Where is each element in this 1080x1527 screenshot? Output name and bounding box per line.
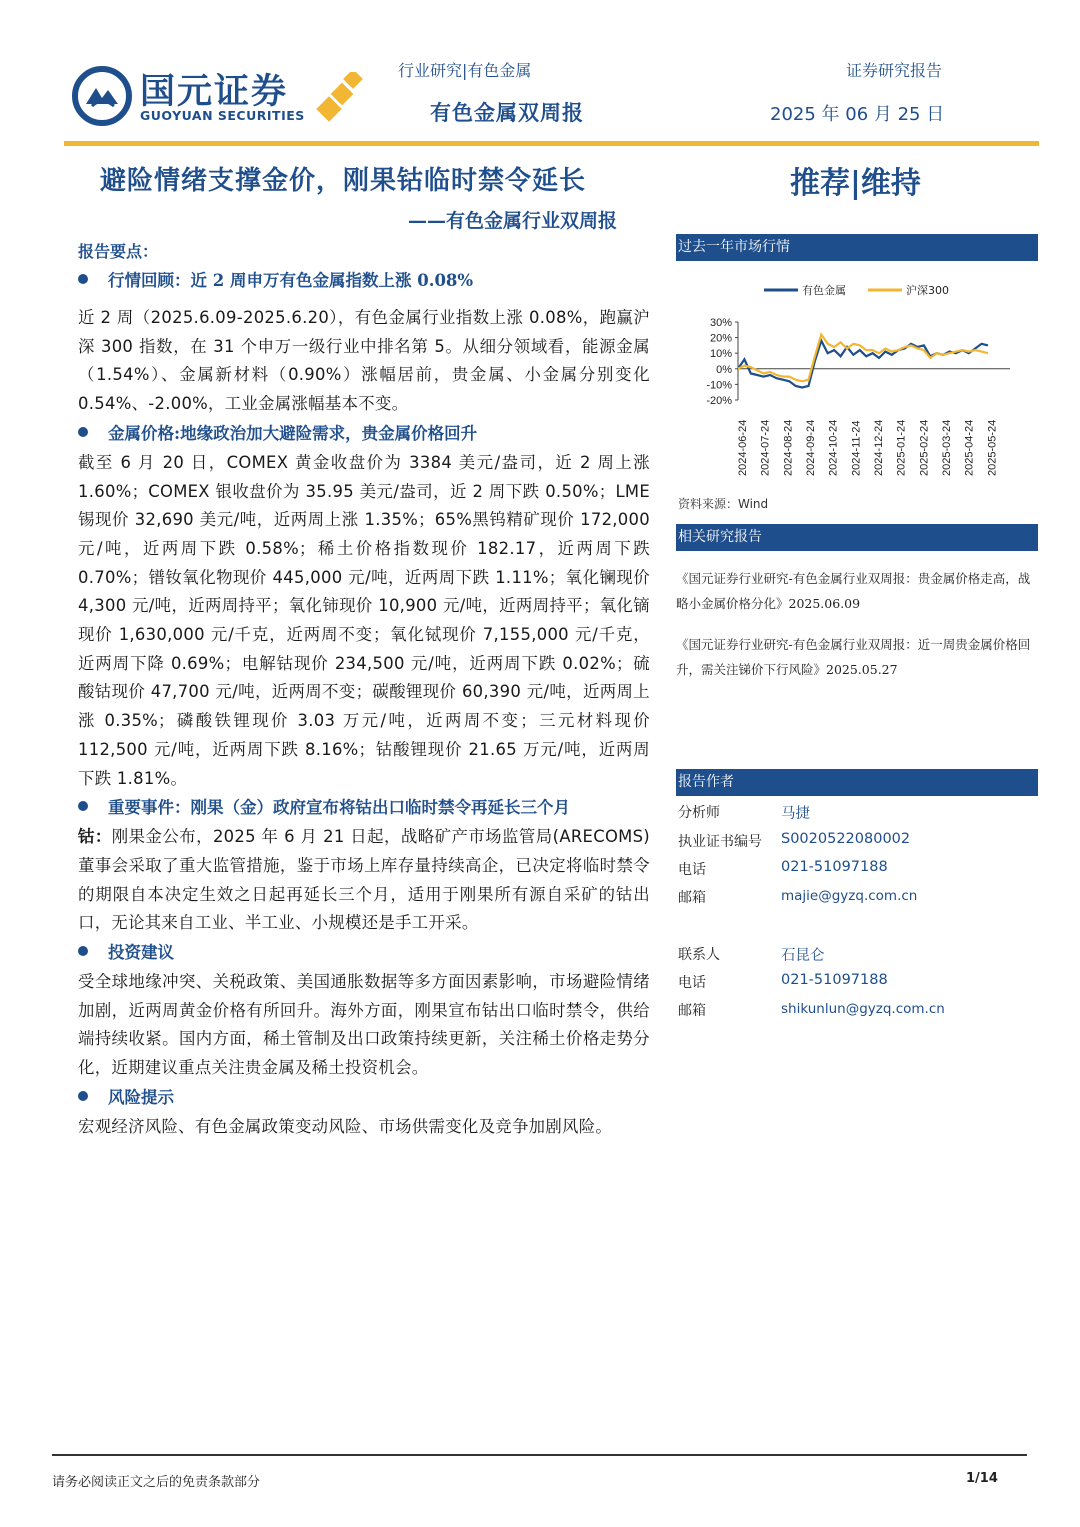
x-tick-label: 2024-07-24 [759, 419, 772, 476]
page-number: 1/14 [966, 1471, 998, 1486]
header-divider [64, 141, 1039, 146]
paragraph-key-event [78, 823, 650, 938]
paragraph-lead: 钴： [78, 827, 112, 847]
bullet-label: 行情回顾：近 2 周申万有色金属指数上涨 0.08% [108, 271, 474, 290]
analyst-label: 分析师 [678, 805, 720, 821]
bullet-market-review [78, 266, 650, 296]
contact-name: 石昆仑 [781, 948, 825, 964]
email-label: 邮箱 [678, 1003, 706, 1019]
x-tick-label: 2024-12-24 [873, 419, 885, 476]
contact-label: 联系人 [678, 947, 720, 963]
bullet-label: 金属价格:地缘政治加大避险需求，贵金属价格回升 [108, 423, 478, 443]
bullet-dot-icon [78, 427, 88, 437]
analyst-phone: 021-51097188 [781, 859, 888, 875]
bullet-dot-icon [78, 1091, 88, 1101]
y-tick-label: 20% [709, 332, 732, 345]
y-tick-label: 0% [716, 363, 732, 376]
phone-label: 电话 [678, 862, 706, 878]
chart-legend [764, 283, 949, 297]
footer-disclaimer: 请务必阅读正文之后的免责条款部分 [52, 1475, 261, 1490]
summary-column [78, 238, 650, 1142]
analyst-email[interactable]: majie@gyzq.com.cn [781, 888, 918, 904]
bullet-investment-advice [78, 938, 650, 968]
bullet-risk-warning [78, 1083, 650, 1113]
bullet-dot-icon [78, 946, 88, 956]
paragraph-investment-advice: 受全球地缘冲突、关税政策、美国通胀数据等多方面因素影响，市场避险情绪加剧，近两周黄金价格有所回升。海外方面，刚果宣布钴出口临时禁令，供给端持续收紧。国内方面，稀土管制及出口政策持续更新，关注稀土价格走势分化，近期建议重点关注贵金属及稀土投资机会。 [78, 972, 650, 1078]
logo-squares-icon [316, 72, 368, 122]
bullet-dot-icon [78, 801, 88, 811]
bullet-label: 风险提示 [108, 1087, 174, 1107]
rating-badge: 推荐|维持 [790, 166, 921, 201]
authors-title: 报告作者 [676, 769, 1038, 796]
related-reports-title: 相关研究报告 [676, 524, 1038, 551]
x-tick-label: 2024-06-24 [737, 419, 749, 476]
analyst-name: 马捷 [781, 806, 810, 822]
market-line-chart [676, 270, 1038, 490]
y-tick-label: 10% [709, 348, 732, 361]
report-date: 2025 年 06 月 25 日 [770, 104, 945, 125]
bullet-metal-prices [78, 419, 650, 449]
chart-source: 资料来源：Wind [678, 497, 769, 511]
bullet-label: 重要事件：刚果（金）政府宣布将钴出口临时禁令再延长三个月 [108, 798, 570, 818]
x-tick-label: 2025-01-24 [895, 419, 908, 476]
series-line-csi300 [738, 335, 988, 382]
x-tick-label: 2025-05-24 [986, 419, 999, 476]
related-report-item[interactable]: 《国元证券行业研究-有色金属行业双周报：贵金属价格走高，战略小金属价格分化》2025.06.09 [676, 571, 1031, 611]
document-type: 证券研究报告 [846, 61, 943, 80]
logo-text-en: GUOYUAN SECURITIES [140, 108, 305, 123]
report-series-title: 有色金属双周报 [430, 100, 584, 125]
x-tick-label: 2024-11-24 [850, 420, 863, 476]
x-tick-label: 2025-04-24 [963, 419, 976, 476]
x-tick-label: 2025-03-24 [941, 419, 953, 476]
phone-label: 电话 [678, 975, 706, 991]
page-subtitle: ——有色金属行业双周报 [408, 210, 618, 232]
contact-email[interactable]: shikunlun@gyzq.com.cn [781, 1001, 945, 1017]
email-label: 邮箱 [678, 890, 706, 906]
paragraph-market-review: 近 2 周（2025.6.09-2025.6.20），有色金属行业指数上涨 0.08%，跑赢沪深 300 指数，在 31 个申万一级行业中排名第 5。从细分领域看，能源金属（1.54%）、金属新材料（0.90%）涨幅居前，贵金属、小金属分别变化 0.54%、-2.00%，工业金属涨幅基本不变。 [78, 308, 650, 414]
x-tick-label: 2025-02-24 [918, 419, 931, 476]
bullet-key-event [78, 793, 650, 823]
bullet-dot-icon [78, 274, 88, 284]
report-category: 行业研究|有色金属 [398, 61, 532, 80]
summary-heading: 报告要点： [78, 242, 159, 261]
paragraph-text: 刚果金公布，2025 年 6 月 21 日起，战略矿产市场监管局(ARECOMS)董事会采取了重大监管措施，鉴于市场上库存量持续高企，已决定将临时禁令的期限自本决定生效之日起再延长三个月，适用于刚果所有源自采矿的钴出口，无论其来自工业、半工业、小规模还是手工开采。 [78, 827, 650, 933]
contact-phone: 021-51097188 [781, 972, 888, 988]
page-title: 避险情绪支撑金价，刚果钴临时禁令延长 [100, 166, 587, 196]
logo-text-cn: 国元证券 [140, 72, 289, 112]
paragraph-metal-prices: 截至 6 月 20 日，COMEX 黄金收盘价为 3384 美元/盎司，近 2 周上涨 1.60%；COMEX 银收盘价为 35.95 美元/盎司，近 2 周下跌 0.50%；LME 锡现价 32,690 美元/吨，近两周上涨 1.35%；65%黑钨精矿现价 172,000 元/吨，近两周下跌 0.58%；稀土价格指数现价 182.17，近两周下跌 0.70%；镨钕氧化物现价 445,000 元/吨，近两周下跌 1.11%；氧化镧现价 4,300 元/吨，近两周持平；氧化铈现价 10,900 元/吨，近两周持平；氧化镝现价 1,630,000 元/千克，近两周不变；氧化铽现价 7,155,000 元/千克，近两周下降 0.69%；电解钴现价 234,500 元/吨，近两周下跌 0.02%；硫酸钴现价 47,700 元/吨，近两周不变；碳酸锂现价 60,390 元/吨，近两周上涨 0.35%；磷酸铁锂现价 3.03 万元/吨，近两周不变；三元材料现价 112,500 元/吨，近两周下跌 8.16%；钴酸锂现价 21.65 万元/吨，近两周下跌 1.81%。 [78, 452, 650, 788]
footer-divider [52, 1454, 1027, 1456]
logo-mark-icon [72, 66, 132, 126]
cert-number: S0020522080002 [781, 831, 911, 847]
legend-label: 有色金属 [802, 284, 846, 297]
x-tick-label: 2024-09-24 [805, 419, 817, 476]
legend-label: 沪深300 [906, 284, 949, 297]
paragraph-risk-warning: 宏观经济风险、有色金属政策变动风险、市场供需变化及竞争加剧风险。 [78, 1116, 613, 1136]
x-tick-label: 2024-08-24 [782, 419, 795, 476]
x-tick-label: 2024-10-24 [827, 419, 840, 476]
y-tick-label: 30% [709, 317, 732, 329]
y-tick-label: -20% [706, 395, 732, 407]
related-report-item[interactable]: 《国元证券行业研究-有色金属行业双周报：近一周贵金属价格回升，需关注锑价下行风险》2025.05.27 [676, 637, 1031, 677]
bullet-label: 投资建议 [108, 943, 174, 963]
market-panel-title: 过去一年市场行情 [676, 234, 1038, 261]
y-tick-label: -10% [706, 379, 732, 392]
cert-label: 执业证书编号 [678, 834, 762, 850]
